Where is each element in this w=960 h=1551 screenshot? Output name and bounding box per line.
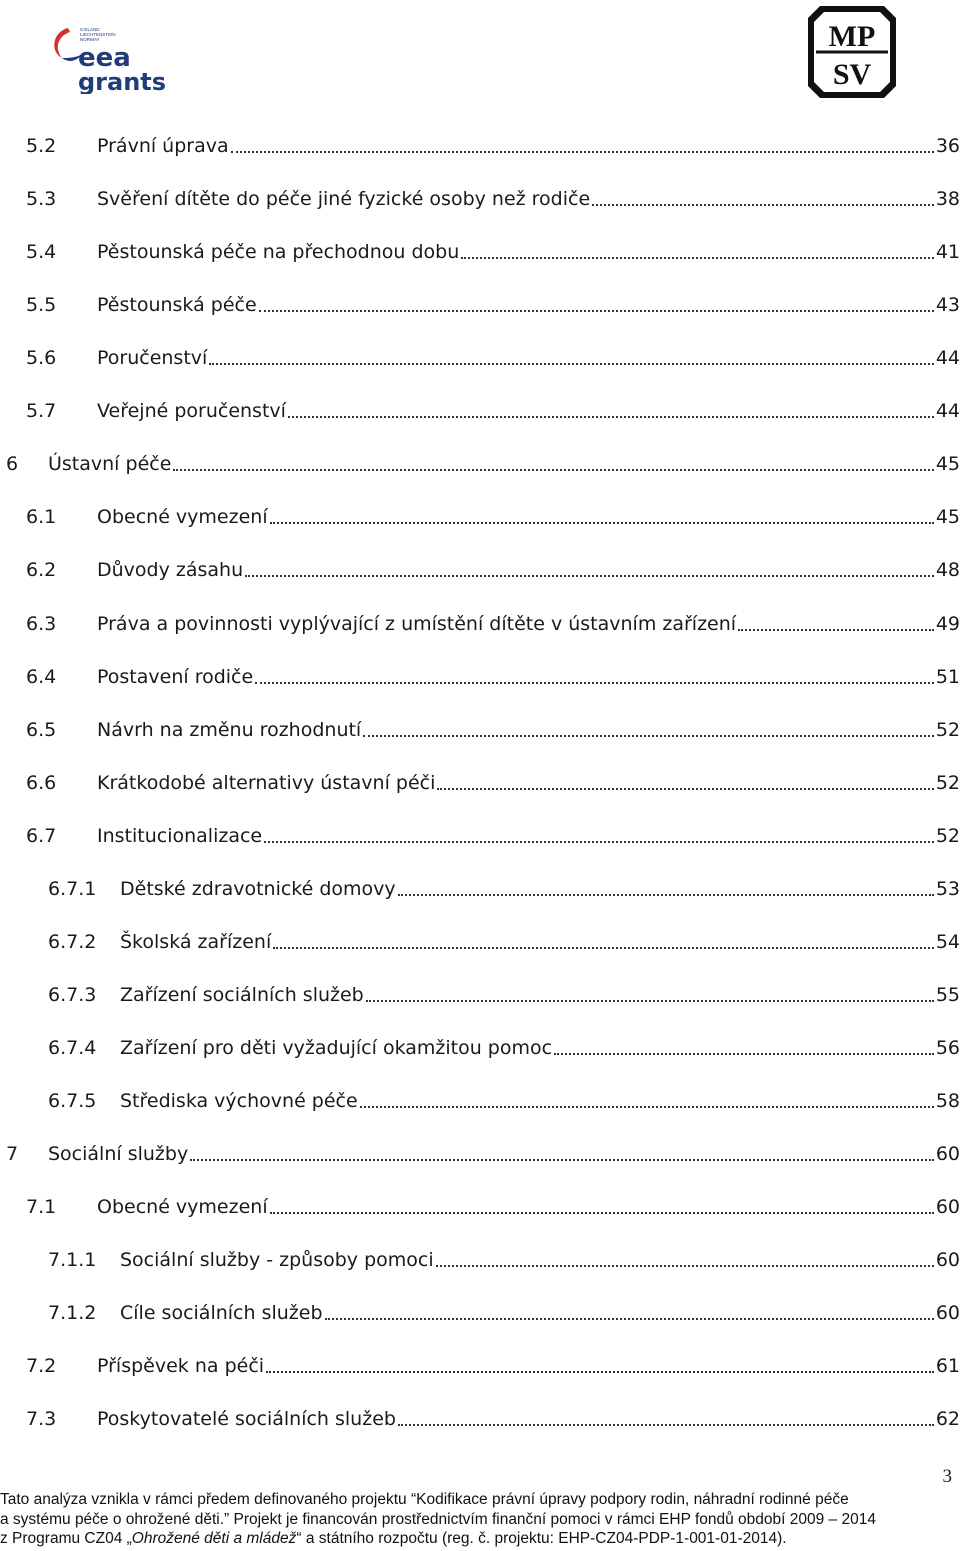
dot-leader bbox=[173, 469, 934, 471]
page-number: 3 bbox=[942, 1466, 952, 1487]
toc-entry-number: 5.3 bbox=[26, 188, 57, 210]
toc-entry-number: 6.6 bbox=[26, 772, 57, 794]
toc-entry-page: 49 bbox=[934, 609, 960, 639]
toc-entry[interactable] bbox=[0, 290, 960, 320]
toc-entry[interactable] bbox=[0, 874, 960, 904]
mpsv-logo bbox=[806, 4, 898, 100]
toc-entry-page: 60 bbox=[934, 1298, 960, 1328]
dot-leader bbox=[398, 894, 934, 896]
toc-entry-page: 60 bbox=[934, 1192, 960, 1222]
toc-entry-page: 54 bbox=[934, 927, 960, 957]
toc-entry-number: 6.7.2 bbox=[48, 931, 97, 953]
toc-entry-title: Cíle sociálních služeb bbox=[120, 1298, 325, 1328]
toc-entry-page: 56 bbox=[934, 1033, 960, 1063]
footer-text: “ a státního rozpočtu (reg. č. projektu: EHP-CZ04-PDP-1-001-01-2014). bbox=[296, 1530, 787, 1547]
toc-entry-number: 6.7 bbox=[26, 825, 57, 847]
toc-entry-page: 44 bbox=[934, 343, 960, 373]
footer-line: Tato analýza vznikla v rámci předem definovaného projektu “Kodifikace právní úpravy podpory rodin, náhradní rodinné péče bbox=[0, 1491, 849, 1508]
dot-leader bbox=[264, 841, 934, 843]
toc-entry-number: 7.2 bbox=[26, 1355, 57, 1377]
toc-entry-number: 7.3 bbox=[26, 1408, 57, 1430]
toc-entry-title: Důvody zásahu bbox=[97, 555, 245, 585]
dot-leader bbox=[436, 1265, 934, 1267]
toc-entry-title: Poskytovatelé sociálních služeb bbox=[97, 1404, 398, 1434]
toc-entry-title: Příspěvek na péči bbox=[97, 1351, 266, 1381]
toc-entry[interactable] bbox=[0, 1404, 960, 1434]
toc-entry-page: 60 bbox=[934, 1139, 960, 1169]
toc-entry[interactable] bbox=[0, 1139, 960, 1169]
toc-entry[interactable] bbox=[0, 1351, 960, 1381]
eea-country-text: ICELAND bbox=[80, 27, 100, 32]
toc-entry[interactable] bbox=[0, 449, 960, 479]
toc-entry-title: Práva a povinnosti vyplývající z umístění dítěte v ústavním zařízení bbox=[97, 609, 738, 639]
toc-entry-page: 51 bbox=[934, 662, 960, 692]
toc-entry-title: Postavení rodiče bbox=[97, 662, 255, 692]
toc-entry[interactable] bbox=[0, 1086, 960, 1116]
toc-entry-number: 7.1.2 bbox=[48, 1302, 97, 1324]
toc-entry-page: 44 bbox=[934, 396, 960, 426]
toc-entry-title: Pěstounská péče bbox=[97, 290, 259, 320]
toc-entry-number: 6.7.1 bbox=[48, 878, 97, 900]
dot-leader bbox=[255, 682, 934, 684]
toc-entry[interactable] bbox=[0, 343, 960, 373]
toc-entry-number: 7 bbox=[6, 1143, 19, 1165]
dot-leader bbox=[288, 416, 934, 418]
dot-leader bbox=[266, 1371, 934, 1373]
toc-entry-page: 62 bbox=[934, 1404, 960, 1434]
toc-entry[interactable] bbox=[0, 1033, 960, 1063]
toc-entry-title: Zařízení sociálních služeb bbox=[120, 980, 366, 1010]
toc-entry-page: 55 bbox=[934, 980, 960, 1010]
toc-entry-number: 5.6 bbox=[26, 347, 57, 369]
toc-entry[interactable] bbox=[0, 1192, 960, 1222]
toc-entry[interactable] bbox=[0, 609, 960, 639]
toc-entry[interactable] bbox=[0, 715, 960, 745]
toc-entry[interactable] bbox=[0, 502, 960, 532]
dot-leader bbox=[259, 310, 934, 312]
toc-entry-title: Školská zařízení bbox=[120, 927, 273, 957]
toc-entry[interactable] bbox=[0, 768, 960, 798]
toc-entry-title: Ústavní péče bbox=[48, 449, 173, 479]
toc-entry-page: 45 bbox=[934, 449, 960, 479]
toc-entry-number: 6.7.3 bbox=[48, 984, 97, 1006]
eea-swoosh-icon bbox=[54, 28, 70, 58]
toc-entry-title: Krátkodobé alternativy ústavní péči bbox=[97, 768, 437, 798]
footer bbox=[0, 1490, 960, 1549]
toc-entry-page: 60 bbox=[934, 1245, 960, 1275]
mpsv-bottom-text: SV bbox=[832, 58, 872, 91]
toc-entry-number: 6.3 bbox=[26, 613, 57, 635]
footer-line bbox=[0, 1529, 960, 1549]
footer-text: z Programu CZ04 „ bbox=[0, 1530, 132, 1547]
toc-entry-title: Sociální služby - způsoby pomoci bbox=[120, 1245, 436, 1275]
eea-word-grants: grants bbox=[78, 68, 167, 94]
toc-entry-title: Svěření dítěte do péče jiné fyzické osoby než rodiče bbox=[97, 184, 592, 214]
toc-entry[interactable] bbox=[0, 555, 960, 585]
dot-leader bbox=[592, 204, 934, 206]
dot-leader bbox=[554, 1053, 934, 1055]
eea-grants-logo bbox=[48, 18, 168, 94]
toc-entry-title: Dětské zdravotnické domovy bbox=[120, 874, 398, 904]
toc-entry-number: 5.7 bbox=[26, 400, 57, 422]
dot-leader bbox=[190, 1159, 934, 1161]
toc-entry-number: 6.4 bbox=[26, 666, 57, 688]
mpsv-top-text: MP bbox=[828, 20, 876, 53]
toc-entry-title: Poručenství bbox=[97, 343, 209, 373]
toc-entry[interactable] bbox=[0, 1245, 960, 1275]
toc-entry-page: 61 bbox=[934, 1351, 960, 1381]
eea-word-eea: eea bbox=[78, 43, 131, 73]
toc-entry-page: 48 bbox=[934, 555, 960, 585]
toc-entry-title: Obecné vymezení bbox=[97, 502, 270, 532]
toc-entry-page: 36 bbox=[934, 131, 960, 161]
toc-entry-number: 6 bbox=[6, 453, 19, 475]
toc-entry-number: 7.1.1 bbox=[48, 1249, 97, 1271]
eea-country-text: LIECHTENSTEIN bbox=[80, 32, 116, 37]
dot-leader bbox=[360, 1106, 934, 1108]
dot-leader bbox=[231, 151, 934, 153]
toc-entry-page: 58 bbox=[934, 1086, 960, 1116]
toc-entry-title: Institucionalizace bbox=[97, 821, 264, 851]
toc-entry-number: 7.1 bbox=[26, 1196, 57, 1218]
toc-entry[interactable] bbox=[0, 1298, 960, 1328]
toc-entry-page: 38 bbox=[934, 184, 960, 214]
toc-entry-number: 6.5 bbox=[26, 719, 57, 741]
toc-entry-page: 41 bbox=[934, 237, 960, 267]
dot-leader bbox=[363, 735, 934, 737]
toc-entry[interactable] bbox=[0, 237, 960, 267]
dot-leader bbox=[366, 1000, 934, 1002]
dot-leader bbox=[273, 947, 934, 949]
toc-entry-page: 43 bbox=[934, 290, 960, 320]
dot-leader bbox=[270, 522, 934, 524]
toc-entry[interactable] bbox=[0, 821, 960, 851]
dot-leader bbox=[325, 1318, 934, 1320]
toc-entry-title: Zařízení pro děti vyžadující okamžitou pomoc bbox=[120, 1033, 554, 1063]
toc-entry-page: 45 bbox=[934, 502, 960, 532]
toc-entry[interactable] bbox=[0, 927, 960, 957]
toc-entry-page: 53 bbox=[934, 874, 960, 904]
dot-leader bbox=[738, 629, 934, 631]
toc-entry-title: Veřejné poručenství bbox=[97, 396, 288, 426]
footer-program-name: Ohrožené děti a mládež bbox=[131, 1530, 297, 1547]
toc-entry[interactable] bbox=[0, 980, 960, 1010]
toc-entry-page: 52 bbox=[934, 768, 960, 798]
toc-entry-page: 52 bbox=[934, 715, 960, 745]
toc-entry-title: Návrh na změnu rozhodnutí bbox=[97, 715, 363, 745]
dot-leader bbox=[245, 575, 934, 577]
toc-entry[interactable] bbox=[0, 184, 960, 214]
dot-leader bbox=[437, 788, 934, 790]
toc-entry-number: 5.4 bbox=[26, 241, 57, 263]
toc-entry-number: 5.2 bbox=[26, 135, 57, 157]
dot-leader bbox=[461, 257, 934, 259]
toc-entry[interactable] bbox=[0, 396, 960, 426]
toc-entry-title: Střediska výchovné péče bbox=[120, 1086, 360, 1116]
toc-entry[interactable] bbox=[0, 662, 960, 692]
toc-entry-title: Sociální služby bbox=[48, 1139, 190, 1169]
dot-leader bbox=[209, 363, 934, 365]
dot-leader bbox=[398, 1424, 934, 1426]
toc-entry-number: 6.2 bbox=[26, 559, 57, 581]
dot-leader bbox=[270, 1212, 934, 1214]
footer-line: a systému péče o ohrožené děti.” Projekt je financován prostřednictvím finanční pomoci v rámci EHP fondů období 2009 – 2014 bbox=[0, 1510, 876, 1528]
toc-entry-title: Právní úprava bbox=[97, 131, 231, 161]
toc-entry-page: 52 bbox=[934, 821, 960, 851]
toc-entry-title: Obecné vymezení bbox=[97, 1192, 270, 1222]
toc-entry-number: 5.5 bbox=[26, 294, 57, 316]
toc-entry-number: 6.7.4 bbox=[48, 1037, 97, 1059]
toc-entry-number: 6.7.5 bbox=[48, 1090, 97, 1112]
toc-entry-title: Pěstounská péče na přechodnou dobu bbox=[97, 237, 461, 267]
toc-entry-number: 6.1 bbox=[26, 506, 57, 528]
toc-entry[interactable] bbox=[0, 131, 960, 161]
eea-country-text: NORWAY bbox=[80, 37, 100, 42]
